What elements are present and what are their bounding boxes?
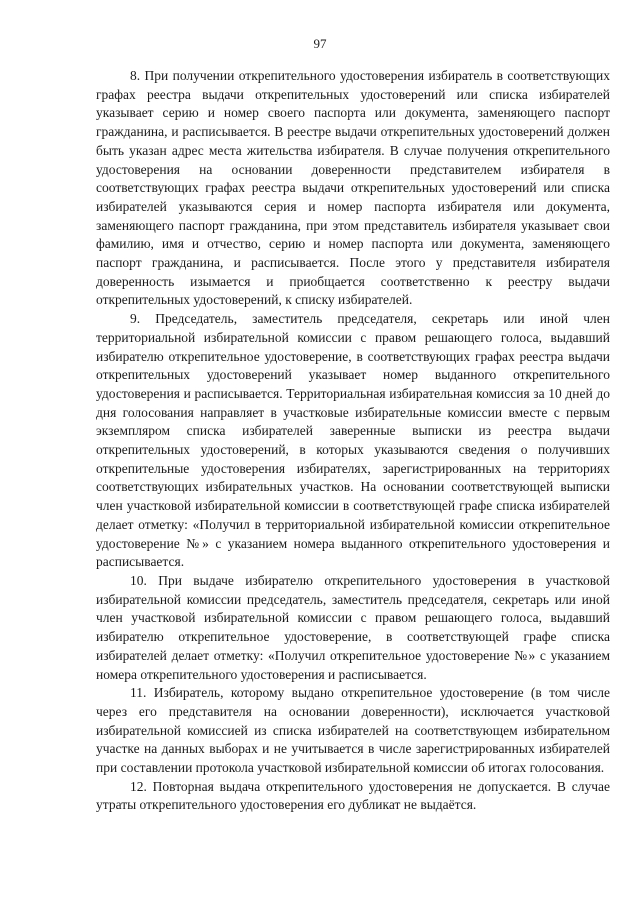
paragraph-8: 8. При получении открепительного удостоверения избиратель в соответствующих графах реестра выдачи открепительных удостоверений или списка избирателей указывает серию и номер своего паспорта или документа, заменяющего паспорт гражданина, и расписывается. В реестре выдачи открепительных удостоверений должен быть указан адрес места жительства избирателя. В случае получения открепительного удостоверения на основании доверенности представителем избирателя в соответствующих графах реестра выдачи открепительных удостоверений или списка избирателей указываются серия и номер паспорта избирателя или документа, заменяющего паспорт гражданина, при этом представитель избирателя указывает свои фамилию, имя и отчество, серию и номер паспорта или документа, заменяющего паспорт гражданина, и расписывается. После этого у представителя избирателя доверенность изымается и приобщается соответственно к реестру выдачи открепительных удостоверений, к списку избирателей. [96,68,610,308]
page-number: 97 [313,36,327,51]
document-body [96,67,610,815]
paragraph-12: 12. Повторная выдача открепительного удостоверения не допускается. В случае утраты открепительного удостоверения его дубликат не выдаётся. [96,778,610,813]
paragraph-10: 10. При выдаче избирателю открепительного удостоверения в участковой избирательной комиссии председатель, заместитель председателя, секретарь или иной член участковой избирательной комиссии с правом решающего голоса, выдавший избирателю открепительное удостоверение, в соответствующей графе списка избирателей делает отметку: «Получил открепительное удостоверение №» с указанием номера открепительного удостоверения и расписывается. [96,572,610,682]
paragraph-11: 11. Избиратель, которому выдано открепительное удостоверение (в том числе через его представителя на основании доверенности), исключается участковой избирательной комиссией из списка избирателей на соответствующем избирательном участке на данных выборах и не учитывается в числе зарегистрированных избирателей при составлении протокола участковой избирательной комиссии об итогах голосования. [96,685,610,776]
paragraph-9: 9. Председатель, заместитель председателя, секретарь или иной член территориальной избирательной комиссии с правом решающего голоса, выдавший избирателю открепительное удостоверение, в соответствующих графах реестра выдачи открепительных удостоверений указывает номер выданного открепительного удостоверения и расписывается. Территориальная избирательная комиссия за 10 дней до дня голосования направляет в участковые избирательные комиссии вместе с первым экземпляром списка избирателей заверенные выписки из реестра выдачи открепительных удостоверений, в которых указываются сведения о получивших открепительные удостоверения избирателях, зарегистрированных на территориях соответствующих избирательных участков. На основании соответствующей выписки член участковой избирательной комиссии в соответствующей графе списка избирателей делает отметку: «Получил в территориальной избирательной комиссии открепительное удостоверение №» с указанием номера выданного открепительного удостоверения и расписывается. [96,311,610,570]
